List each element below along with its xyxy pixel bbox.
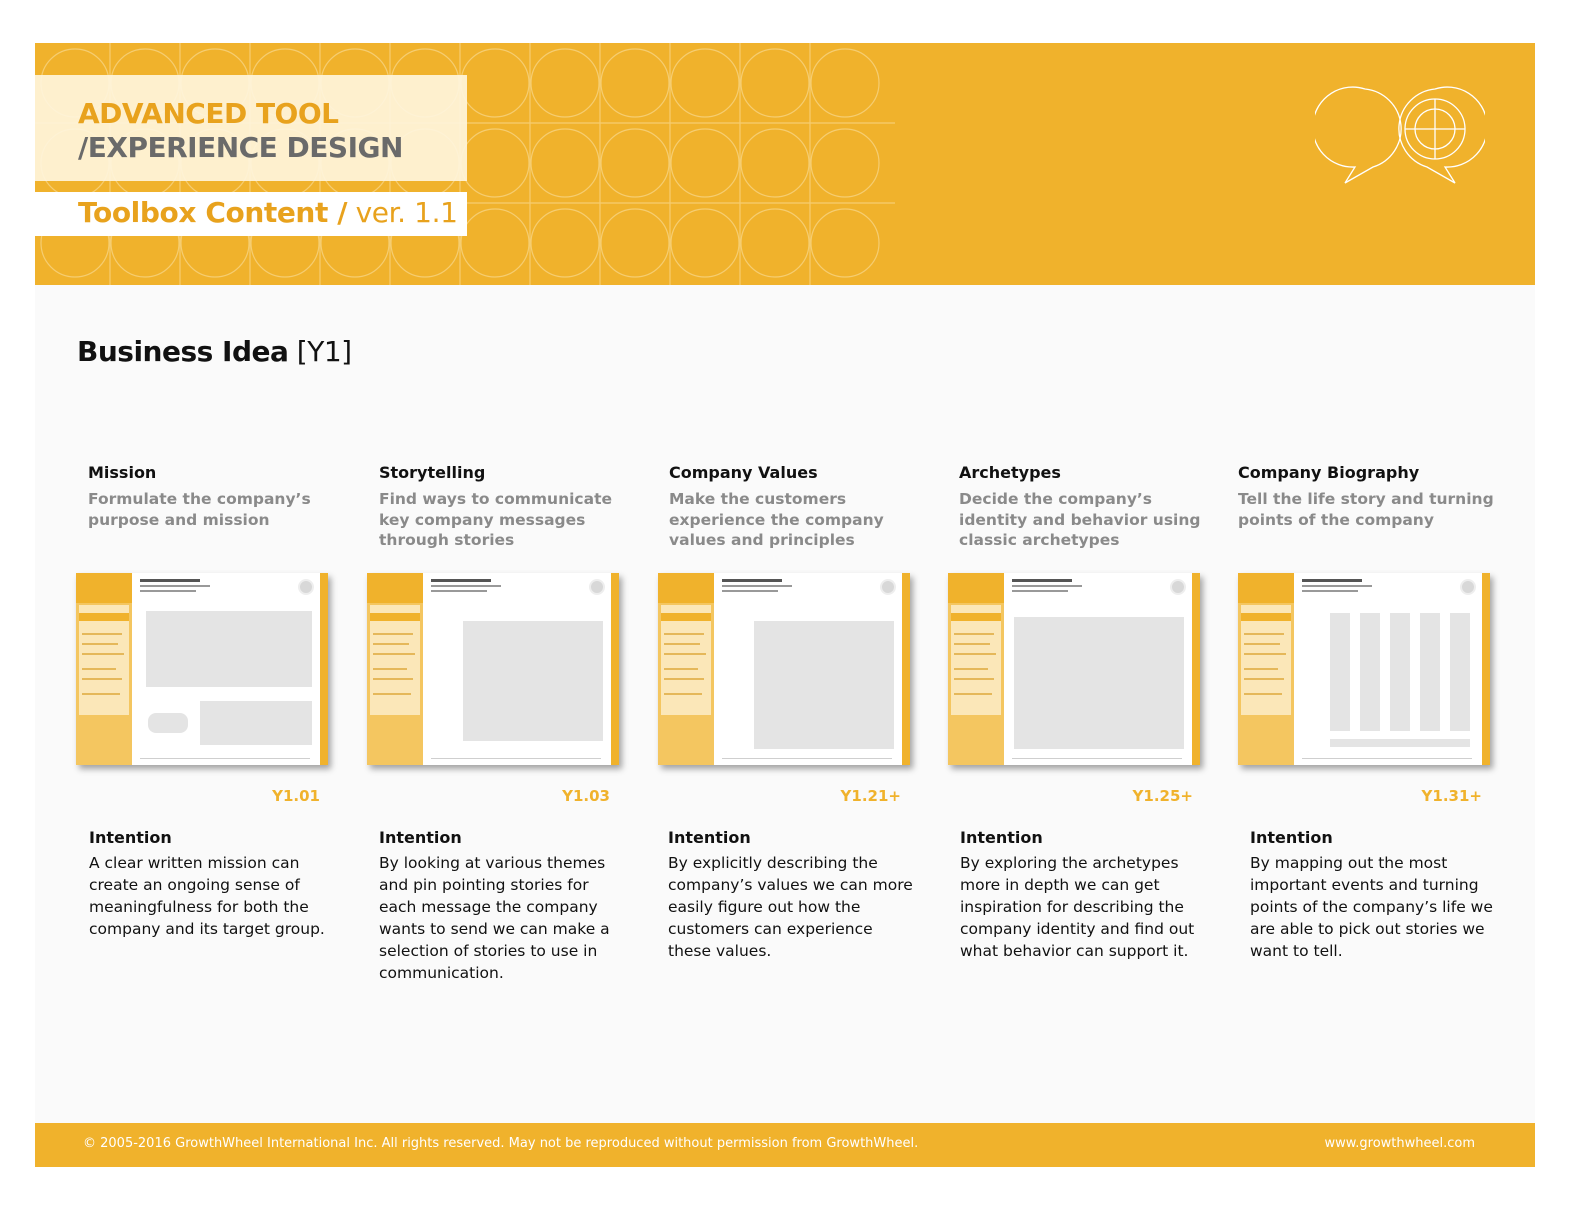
footer-bar (35, 1123, 1535, 1167)
growthwheel-logo-icon (1315, 79, 1485, 189)
intention-text: A clear written mission can create an ongoing sense of meaningfulness for both the company and its target group. (89, 854, 325, 938)
header-banner (35, 43, 1535, 285)
tool-code: Y1.01 (272, 787, 320, 805)
intention-text: By looking at various themes and pin pointing stories for each message the company wants to send we can make a selection of stories to use in communication. (379, 854, 610, 982)
worksheet-thumbnail (948, 573, 1200, 765)
tool-code: Y1.21+ (840, 787, 901, 805)
intention-title: Intention (668, 828, 751, 847)
intention-text: By exploring the archetypes more in depth we can get inspiration for describing the company identity and find out what behavior can support it. (960, 854, 1195, 960)
version-label (78, 196, 458, 229)
document-title-line2: /EXPERIENCE DESIGN (78, 131, 403, 164)
tool-description: Decide the company’s identity and behavior using classic archetypes (959, 490, 1201, 549)
website-link[interactable]: www.growthwheel.com (1324, 1136, 1475, 1151)
tool-name: Archetypes (959, 463, 1061, 482)
document-title-line1: ADVANCED TOOL (78, 97, 339, 130)
intention-title: Intention (89, 828, 172, 847)
worksheet-thumbnail (658, 573, 910, 765)
document-page (35, 43, 1535, 1167)
tool-code: Y1.03 (562, 787, 610, 805)
intention-title: Intention (1250, 828, 1333, 847)
worksheet-thumbnail (367, 573, 619, 765)
tool-code: Y1.31+ (1421, 787, 1482, 805)
worksheet-thumbnail (76, 573, 328, 765)
section-title (77, 335, 352, 368)
intention-title: Intention (960, 828, 1043, 847)
intention-text: By mapping out the most important events and turning points of the company’s life we are able to pick out stories we want to tell. (1250, 854, 1493, 960)
tool-name: Mission (88, 463, 157, 482)
tool-description: Formulate the company’s purpose and mission (88, 490, 311, 529)
tool-name: Company Biography (1238, 463, 1420, 482)
version-number: ver. 1.1 (347, 196, 458, 229)
tool-name: Storytelling (379, 463, 486, 482)
tool-code: Y1.25+ (1132, 787, 1193, 805)
tool-name: Company Values (669, 463, 818, 482)
tool-description: Tell the life story and turning points of the company (1238, 490, 1494, 529)
intention-title: Intention (379, 828, 462, 847)
section-name: Business Idea (77, 335, 289, 368)
tool-description: Make the customers experience the company values and principles (669, 490, 884, 549)
section-code: [Y1] (288, 335, 352, 368)
worksheet-thumbnail (1238, 573, 1490, 765)
toolbox-content-label: Toolbox Content / (78, 196, 348, 229)
tool-description: Find ways to communicate key company messages through stories (379, 490, 612, 549)
copyright-text: © 2005-2016 GrowthWheel International Inc. All rights reserved. May not be reproduced without permission from GrowthWheel. (83, 1136, 919, 1151)
intention-text: By explicitly describing the company’s values we can more easily figure out how the customers can experience these values. (668, 854, 913, 960)
